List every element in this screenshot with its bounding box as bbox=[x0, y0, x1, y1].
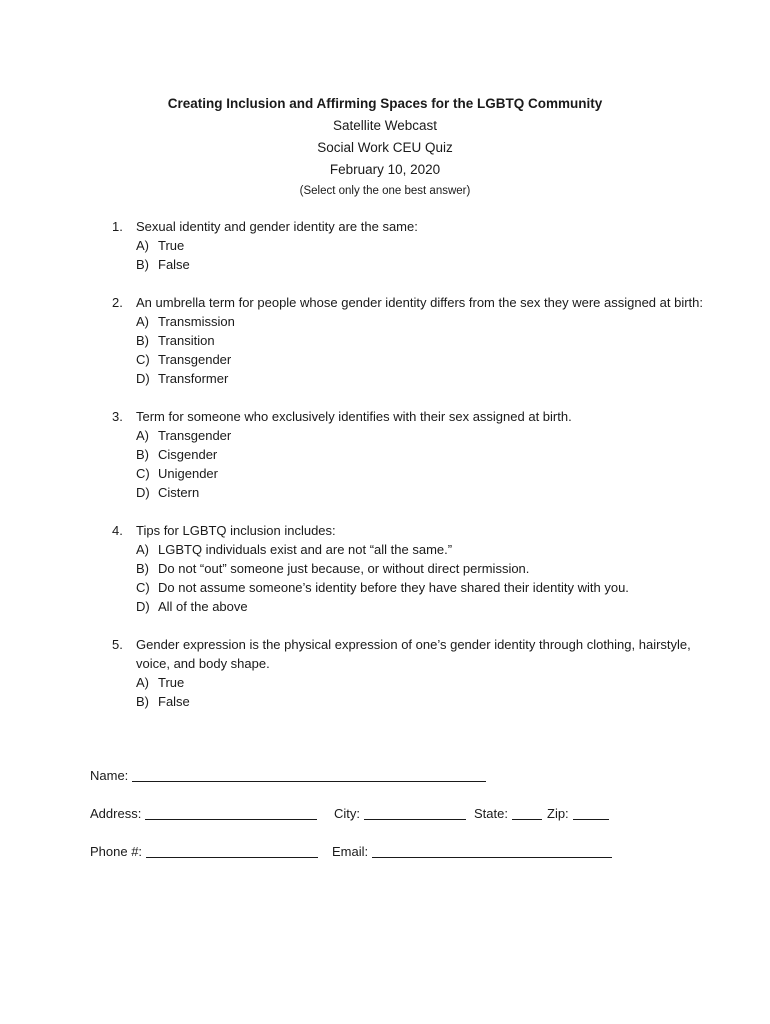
state-label: State: bbox=[474, 806, 508, 821]
option-label: B) bbox=[136, 694, 149, 709]
answer-option[interactable] bbox=[136, 236, 712, 255]
option-label: A) bbox=[136, 238, 149, 253]
answer-option[interactable] bbox=[136, 692, 712, 711]
answer-option[interactable] bbox=[136, 540, 712, 559]
option-label: B) bbox=[136, 447, 149, 462]
option-text: True bbox=[158, 675, 185, 690]
email-blank[interactable] bbox=[372, 843, 612, 858]
address-blank[interactable] bbox=[145, 805, 317, 820]
option-label: A) bbox=[136, 314, 149, 329]
option-label: C) bbox=[136, 580, 150, 595]
question-list bbox=[112, 217, 712, 730]
option-text: Transformer bbox=[158, 371, 229, 386]
city-field bbox=[334, 805, 466, 823]
answer-option[interactable] bbox=[136, 369, 712, 388]
option-text: Transition bbox=[158, 333, 215, 348]
answer-option[interactable] bbox=[136, 445, 712, 464]
answer-option[interactable] bbox=[136, 331, 712, 350]
question-3 bbox=[112, 407, 712, 502]
address-label: Address: bbox=[90, 806, 142, 821]
email-field bbox=[332, 843, 612, 861]
option-label: C) bbox=[136, 352, 150, 367]
question-2 bbox=[112, 293, 712, 388]
answer-options bbox=[112, 426, 712, 502]
city-label: City: bbox=[334, 806, 360, 821]
option-label: A) bbox=[136, 542, 149, 557]
option-text: True bbox=[158, 238, 185, 253]
answer-option[interactable] bbox=[136, 255, 712, 274]
question-5 bbox=[112, 635, 712, 711]
option-label: A) bbox=[136, 675, 149, 690]
option-label: B) bbox=[136, 257, 149, 272]
answer-option[interactable] bbox=[136, 559, 712, 578]
answer-option[interactable] bbox=[136, 673, 712, 692]
option-label: C) bbox=[136, 466, 150, 481]
question-text: Term for someone who exclusively identifies with their sex assigned at birth. bbox=[136, 409, 572, 424]
option-text: LGBTQ individuals exist and are not “all the same.” bbox=[158, 542, 453, 557]
document-subtitle-quiz: Social Work CEU Quiz bbox=[317, 140, 453, 155]
option-label: A) bbox=[136, 428, 149, 443]
answer-option[interactable] bbox=[136, 597, 712, 616]
option-label: B) bbox=[136, 561, 149, 576]
option-text: False bbox=[158, 694, 190, 709]
answer-option[interactable] bbox=[136, 426, 712, 445]
document-header bbox=[0, 93, 770, 201]
zip-blank[interactable] bbox=[573, 805, 609, 820]
phone-blank[interactable] bbox=[146, 843, 318, 858]
answer-options bbox=[112, 312, 712, 388]
option-text: Transmission bbox=[158, 314, 235, 329]
question-number: 1. bbox=[112, 219, 123, 234]
question-text: An umbrella term for people whose gender identity differs from the sex they were assigned at birth: bbox=[136, 295, 703, 310]
option-text: Transgender bbox=[158, 352, 232, 367]
option-text: All of the above bbox=[158, 599, 248, 614]
option-text: False bbox=[158, 257, 190, 272]
question-number: 2. bbox=[112, 295, 123, 310]
address-field bbox=[90, 805, 317, 823]
question-number: 5. bbox=[112, 637, 123, 652]
option-text: Do not “out” someone just because, or without direct permission. bbox=[158, 561, 530, 576]
answer-options bbox=[112, 236, 712, 274]
state-blank[interactable] bbox=[512, 805, 542, 820]
option-label: B) bbox=[136, 333, 149, 348]
document-subtitle-webcast: Satellite Webcast bbox=[332, 118, 438, 133]
zip-field bbox=[547, 805, 609, 823]
question-4 bbox=[112, 521, 712, 616]
answer-option[interactable] bbox=[136, 464, 712, 483]
phone-field bbox=[90, 843, 318, 861]
question-1 bbox=[112, 217, 712, 274]
zip-label: Zip: bbox=[547, 806, 569, 821]
name-field bbox=[90, 767, 486, 785]
answer-option[interactable] bbox=[136, 350, 712, 369]
question-number: 3. bbox=[112, 409, 123, 424]
option-text: Unigender bbox=[158, 466, 218, 481]
answer-options bbox=[112, 673, 712, 711]
option-label: D) bbox=[136, 485, 150, 500]
answer-options bbox=[112, 540, 712, 616]
state-field bbox=[474, 805, 542, 823]
city-blank[interactable] bbox=[364, 805, 466, 820]
option-label: D) bbox=[136, 599, 150, 614]
email-label: Email: bbox=[332, 844, 369, 859]
question-text: Gender expression is the physical expression of one’s gender identity through clothing, hairstyle, voice, and body shape. bbox=[136, 637, 691, 671]
option-text: Cisgender bbox=[158, 447, 218, 462]
option-label: D) bbox=[136, 371, 150, 386]
question-text: Tips for LGBTQ inclusion includes: bbox=[136, 523, 336, 538]
phone-label: Phone #: bbox=[90, 844, 143, 859]
document-date: February 10, 2020 bbox=[329, 162, 441, 177]
question-number: 4. bbox=[112, 523, 123, 538]
option-text: Cistern bbox=[158, 485, 200, 500]
document-instruction: (Select only the one best answer) bbox=[299, 185, 471, 197]
answer-option[interactable] bbox=[136, 312, 712, 331]
answer-option[interactable] bbox=[136, 483, 712, 502]
document-title: Creating Inclusion and Affirming Spaces for the LGBTQ Community bbox=[167, 96, 603, 111]
name-blank[interactable] bbox=[132, 767, 486, 782]
name-label: Name: bbox=[90, 768, 129, 783]
option-text: Transgender bbox=[158, 428, 232, 443]
question-text: Sexual identity and gender identity are the same: bbox=[136, 219, 418, 234]
option-text: Do not assume someone’s identity before they have shared their identity with you. bbox=[158, 580, 629, 595]
answer-option[interactable] bbox=[136, 578, 712, 597]
